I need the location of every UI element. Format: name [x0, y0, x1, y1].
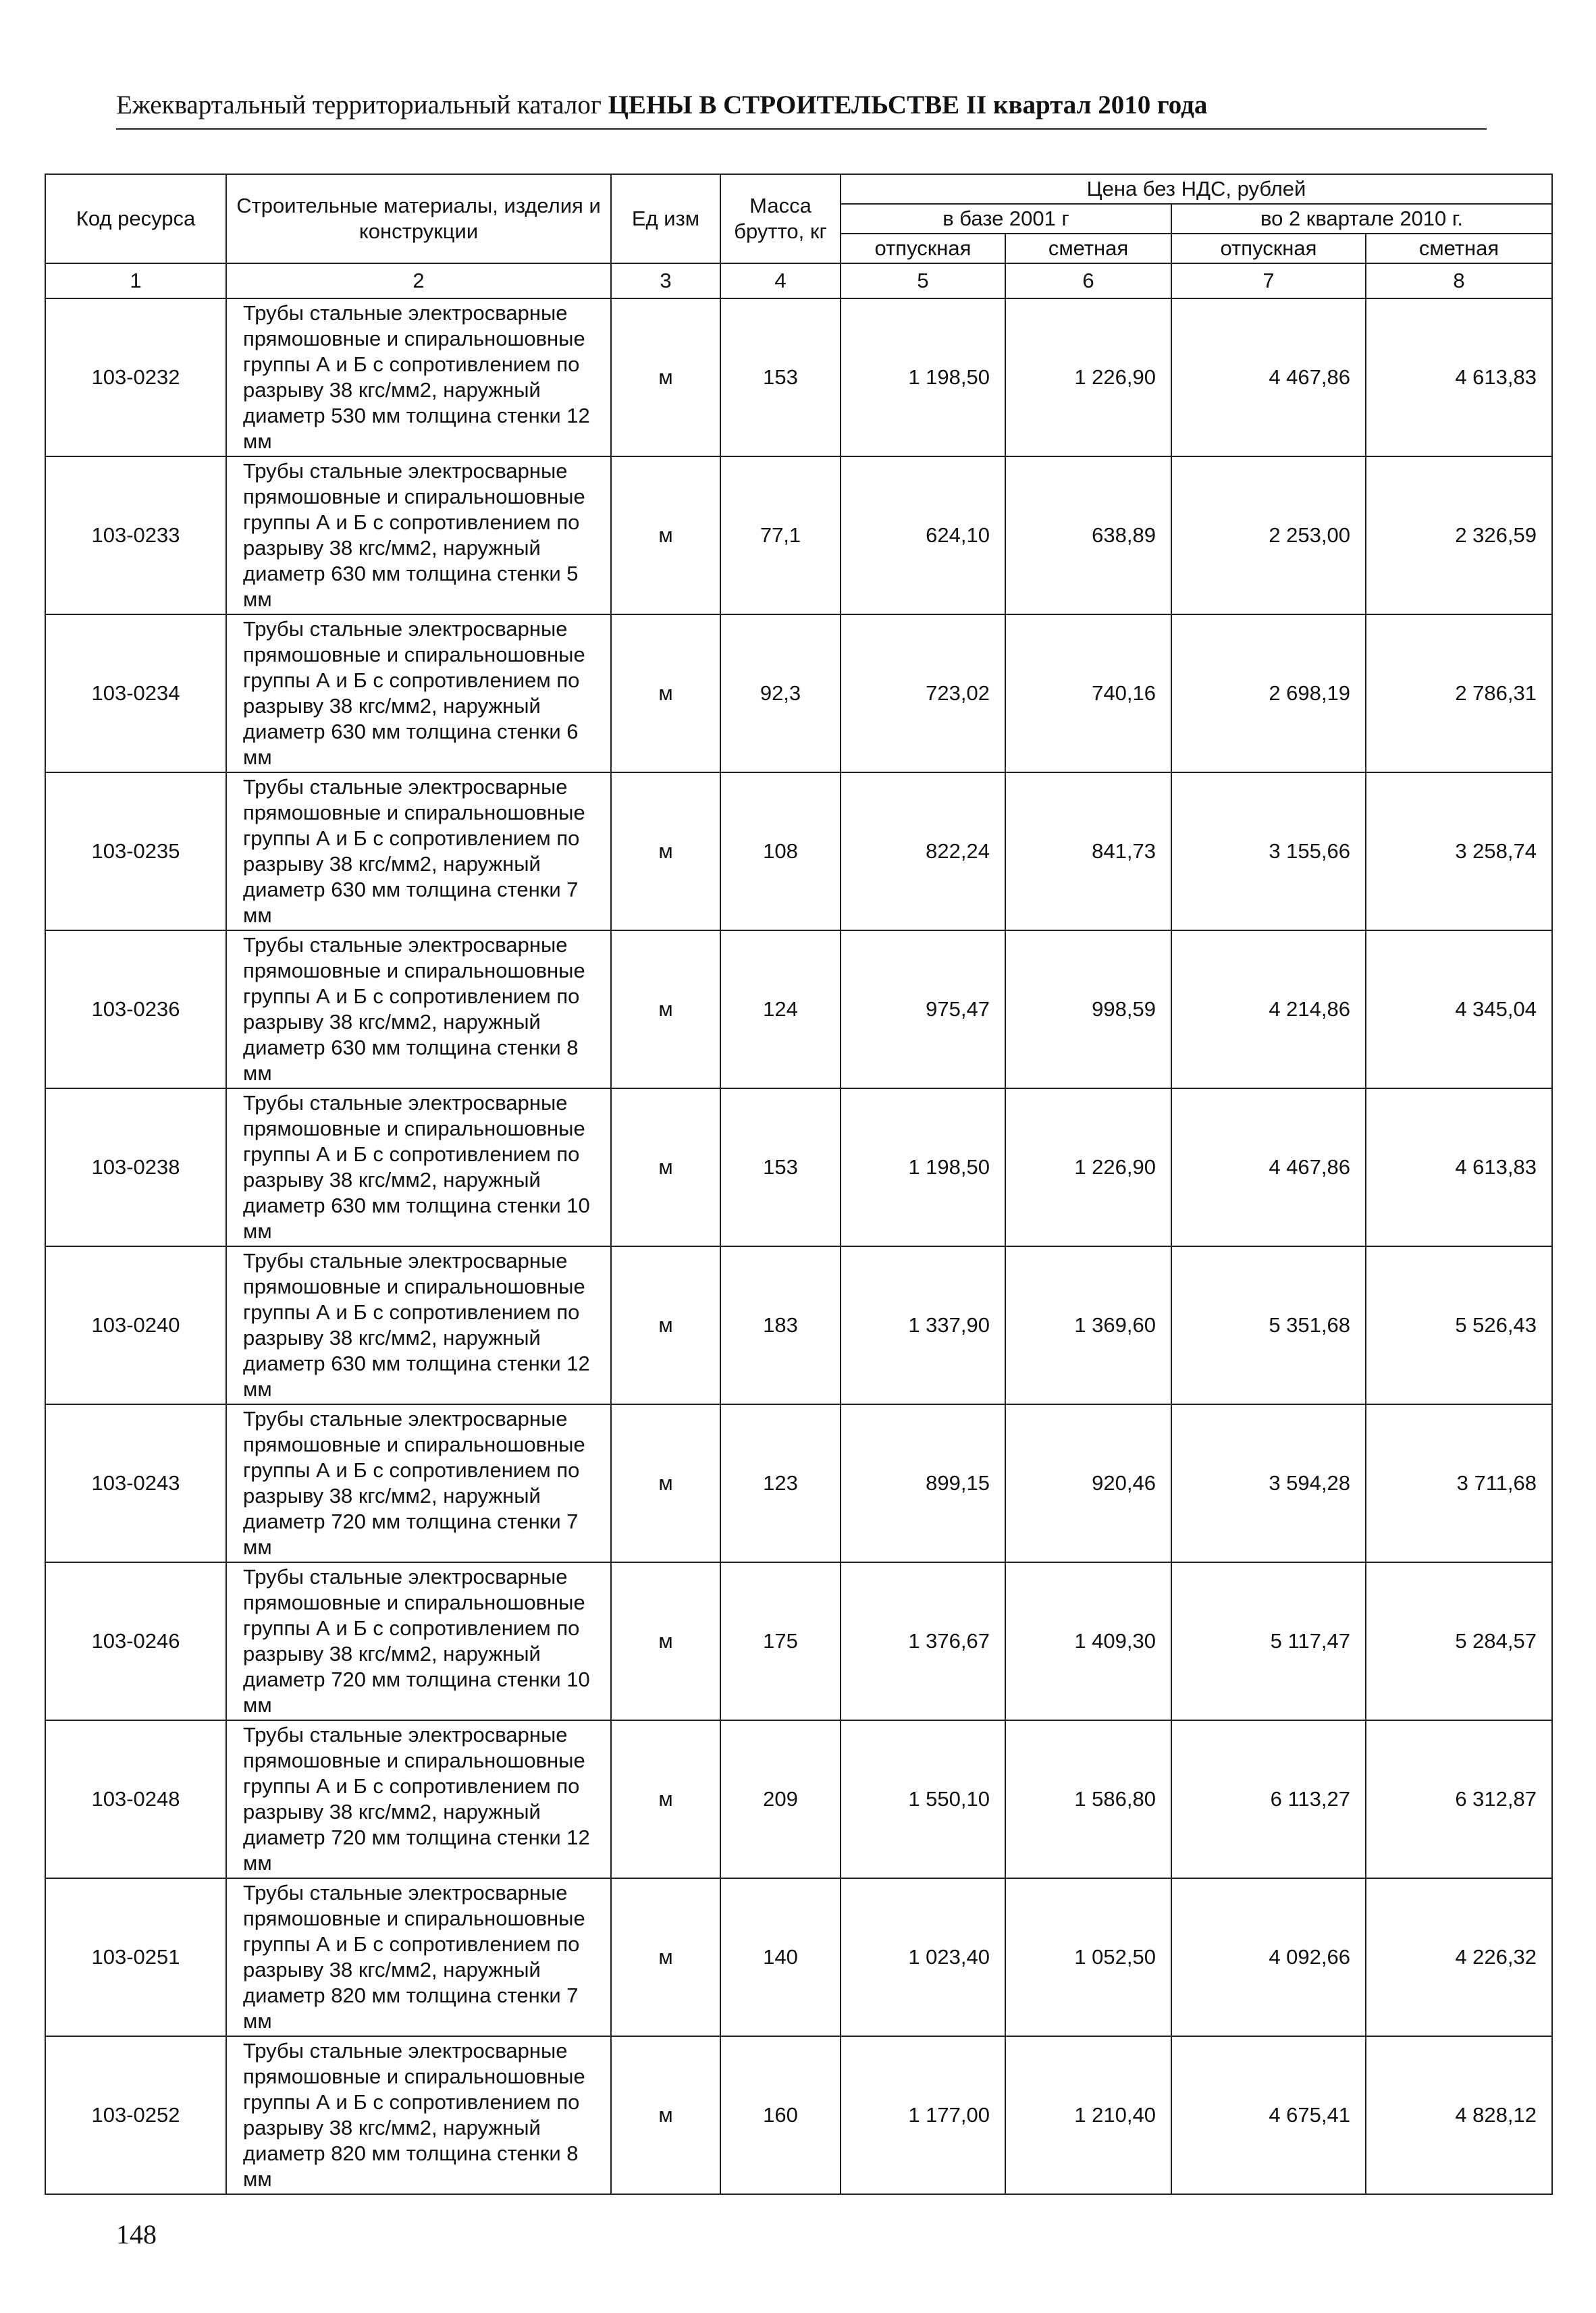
column-number: 7 [1171, 263, 1366, 298]
unit-cell: м [611, 1720, 720, 1878]
current-estimate-price-cell: 5 526,43 [1366, 1246, 1552, 1404]
resource-code-cell: 103-0238 [45, 1088, 226, 1246]
base-estimate-price-cell: 841,73 [1005, 772, 1171, 930]
unit-cell: м [611, 772, 720, 930]
material-name-cell: Трубы стальные электросварные прямошовные и спиральношовные группы А и Б с сопротивлением по разрыву 38 кгс/мм2, наружный диаметр 720 мм толщина стенки 10 мм [226, 1562, 611, 1720]
resource-code-cell: 103-0240 [45, 1246, 226, 1404]
base-estimate-price-cell: 1 409,30 [1005, 1562, 1171, 1720]
base-release-price-cell: 1 550,10 [841, 1720, 1005, 1878]
current-estimate-price-cell: 6 312,87 [1366, 1720, 1552, 1878]
base-release-price-cell: 1 198,50 [841, 1088, 1005, 1246]
table-row [45, 1562, 1552, 1720]
unit-cell: м [611, 930, 720, 1088]
catalog-prefix: Ежеквартальный территориальный каталог [116, 90, 602, 119]
base-estimate-price-cell: 1 226,90 [1005, 1088, 1171, 1246]
current-estimate-price-cell: 5 284,57 [1366, 1562, 1552, 1720]
mass-cell: 140 [720, 1878, 841, 2036]
table-body [45, 263, 1552, 2194]
current-release-price-cell: 6 113,27 [1171, 1720, 1366, 1878]
unit-cell: м [611, 1088, 720, 1246]
header-q2-2010: во 2 квартале 2010 г. [1171, 204, 1552, 234]
unit-cell: м [611, 1246, 720, 1404]
current-release-price-cell: 4 467,86 [1171, 1088, 1366, 1246]
resource-code-cell: 103-0251 [45, 1878, 226, 2036]
mass-cell: 209 [720, 1720, 841, 1878]
current-estimate-price-cell: 4 226,32 [1366, 1878, 1552, 2036]
column-number: 3 [611, 263, 720, 298]
base-estimate-price-cell: 1 210,40 [1005, 2036, 1171, 2194]
unit-cell: м [611, 614, 720, 772]
current-release-price-cell: 2 253,00 [1171, 456, 1366, 614]
current-estimate-price-cell: 2 326,59 [1366, 456, 1552, 614]
mass-cell: 175 [720, 1562, 841, 1720]
mass-cell: 77,1 [720, 456, 841, 614]
base-estimate-price-cell: 1 369,60 [1005, 1246, 1171, 1404]
current-release-price-cell: 4 092,66 [1171, 1878, 1366, 2036]
column-number: 4 [720, 263, 841, 298]
column-number: 5 [841, 263, 1005, 298]
material-name-cell: Трубы стальные электросварные прямошовные и спиральношовные группы А и Б с сопротивлением по разрыву 38 кгс/мм2, наружный диаметр 630 мм толщина стенки 5 мм [226, 456, 611, 614]
current-estimate-price-cell: 4 345,04 [1366, 930, 1552, 1088]
header-mass: Масса брутто, кг [720, 174, 841, 263]
unit-cell: м [611, 1404, 720, 1562]
resource-code-cell: 103-0248 [45, 1720, 226, 1878]
current-release-price-cell: 3 155,66 [1171, 772, 1366, 930]
current-release-price-cell: 4 467,86 [1171, 298, 1366, 456]
header-cur-estimate: сметная [1366, 234, 1552, 263]
current-estimate-price-cell: 3 711,68 [1366, 1404, 1552, 1562]
base-release-price-cell: 975,47 [841, 930, 1005, 1088]
resource-code-cell: 103-0233 [45, 456, 226, 614]
material-name-cell: Трубы стальные электросварные прямошовные и спиральношовные группы А и Б с сопротивлением по разрыву 38 кгс/мм2, наружный диаметр 720 мм толщина стенки 12 мм [226, 1720, 611, 1878]
unit-cell: м [611, 2036, 720, 2194]
mass-cell: 124 [720, 930, 841, 1088]
current-release-price-cell: 2 698,19 [1171, 614, 1366, 772]
mass-cell: 183 [720, 1246, 841, 1404]
column-number-row [45, 263, 1552, 298]
header-base-estimate: сметная [1005, 234, 1171, 263]
header-base-release: отпускная [841, 234, 1005, 263]
page-number: 148 [116, 2219, 157, 2250]
mass-cell: 123 [720, 1404, 841, 1562]
mass-cell: 108 [720, 772, 841, 930]
current-estimate-price-cell: 2 786,31 [1366, 614, 1552, 772]
base-estimate-price-cell: 1 226,90 [1005, 298, 1171, 456]
table-row [45, 1720, 1552, 1878]
current-release-price-cell: 5 351,68 [1171, 1246, 1366, 1404]
table-row [45, 1404, 1552, 1562]
table-row [45, 772, 1552, 930]
base-estimate-price-cell: 1 586,80 [1005, 1720, 1171, 1878]
current-estimate-price-cell: 4 613,83 [1366, 298, 1552, 456]
material-name-cell: Трубы стальные электросварные прямошовные и спиральношовные группы А и Б с сопротивлением по разрыву 38 кгс/мм2, наружный диаметр 630 мм толщина стенки 7 мм [226, 772, 611, 930]
unit-cell: м [611, 1878, 720, 2036]
unit-cell: м [611, 1562, 720, 1720]
unit-cell: м [611, 456, 720, 614]
header-code: Код ресурса [45, 174, 226, 263]
table-row [45, 2036, 1552, 2194]
table-row [45, 1878, 1552, 2036]
material-name-cell: Трубы стальные электросварные прямошовные и спиральношовные группы А и Б с сопротивлением по разрыву 38 кгс/мм2, наружный диаметр 630 мм толщина стенки 10 мм [226, 1088, 611, 1246]
table-row [45, 1088, 1552, 1246]
base-estimate-price-cell: 998,59 [1005, 930, 1171, 1088]
resource-code-cell: 103-0236 [45, 930, 226, 1088]
mass-cell: 160 [720, 2036, 841, 2194]
table-row [45, 1246, 1552, 1404]
base-release-price-cell: 899,15 [841, 1404, 1005, 1562]
resource-code-cell: 103-0243 [45, 1404, 226, 1562]
header-price-group: Цена без НДС, рублей [841, 174, 1552, 204]
base-release-price-cell: 1 376,67 [841, 1562, 1005, 1720]
mass-cell: 92,3 [720, 614, 841, 772]
resource-code-cell: 103-0234 [45, 614, 226, 772]
column-number: 2 [226, 263, 611, 298]
base-estimate-price-cell: 1 052,50 [1005, 1878, 1171, 2036]
base-release-price-cell: 1 337,90 [841, 1246, 1005, 1404]
current-release-price-cell: 5 117,47 [1171, 1562, 1366, 1720]
price-table [45, 174, 1553, 2195]
table-row [45, 456, 1552, 614]
resource-code-cell: 103-0252 [45, 2036, 226, 2194]
table-row [45, 298, 1552, 456]
material-name-cell: Трубы стальные электросварные прямошовные и спиральношовные группы А и Б с сопротивлением по разрыву 38 кгс/мм2, наружный диаметр 630 мм толщина стенки 6 мм [226, 614, 611, 772]
base-release-price-cell: 723,02 [841, 614, 1005, 772]
resource-code-cell: 103-0235 [45, 772, 226, 930]
current-release-price-cell: 4 214,86 [1171, 930, 1366, 1088]
current-estimate-price-cell: 4 828,12 [1366, 2036, 1552, 2194]
column-number: 1 [45, 263, 226, 298]
page-header [116, 86, 1487, 130]
base-release-price-cell: 822,24 [841, 772, 1005, 930]
resource-code-cell: 103-0232 [45, 298, 226, 456]
header-name: Строительные материалы, изделия и конструкции [226, 174, 611, 263]
table-row [45, 930, 1552, 1088]
material-name-cell: Трубы стальные электросварные прямошовные и спиральношовные группы А и Б с сопротивлением по разрыву 38 кгс/мм2, наружный диаметр 630 мм толщина стенки 12 мм [226, 1246, 611, 1404]
base-release-price-cell: 1 177,00 [841, 2036, 1005, 2194]
material-name-cell: Трубы стальные электросварные прямошовные и спиральношовные группы А и Б с сопротивлением по разрыву 38 кгс/мм2, наружный диаметр 530 мм толщина стенки 12 мм [226, 298, 611, 456]
header-unit: Ед изм [611, 174, 720, 263]
material-name-cell: Трубы стальные электросварные прямошовные и спиральношовные группы А и Б с сопротивлением по разрыву 38 кгс/мм2, наружный диаметр 820 мм толщина стенки 7 мм [226, 1878, 611, 2036]
resource-code-cell: 103-0246 [45, 1562, 226, 1720]
base-release-price-cell: 1 023,40 [841, 1878, 1005, 2036]
base-estimate-price-cell: 740,16 [1005, 614, 1171, 772]
material-name-cell: Трубы стальные электросварные прямошовные и спиральношовные группы А и Б с сопротивлением по разрыву 38 кгс/мм2, наружный диаметр 820 мм толщина стенки 8 мм [226, 2036, 611, 2194]
material-name-cell: Трубы стальные электросварные прямошовные и спиральношовные группы А и Б с сопротивлением по разрыву 38 кгс/мм2, наружный диаметр 630 мм толщина стенки 8 мм [226, 930, 611, 1088]
header-base-2001: в базе 2001 г [841, 204, 1171, 234]
unit-cell: м [611, 298, 720, 456]
material-name-cell: Трубы стальные электросварные прямошовные и спиральношовные группы А и Б с сопротивлением по разрыву 38 кгс/мм2, наружный диаметр 720 мм толщина стенки 7 мм [226, 1404, 611, 1562]
header-cur-release: отпускная [1171, 234, 1366, 263]
current-estimate-price-cell: 4 613,83 [1366, 1088, 1552, 1246]
mass-cell: 153 [720, 1088, 841, 1246]
mass-cell: 153 [720, 298, 841, 456]
current-estimate-price-cell: 3 258,74 [1366, 772, 1552, 930]
base-estimate-price-cell: 920,46 [1005, 1404, 1171, 1562]
column-number: 8 [1366, 263, 1552, 298]
column-number: 6 [1005, 263, 1171, 298]
table-row [45, 614, 1552, 772]
catalog-title: ЦЕНЫ В СТРОИТЕЛЬСТВЕ II квартал 2010 года [608, 90, 1208, 119]
base-estimate-price-cell: 638,89 [1005, 456, 1171, 614]
current-release-price-cell: 3 594,28 [1171, 1404, 1366, 1562]
base-release-price-cell: 1 198,50 [841, 298, 1005, 456]
current-release-price-cell: 4 675,41 [1171, 2036, 1366, 2194]
base-release-price-cell: 624,10 [841, 456, 1005, 614]
